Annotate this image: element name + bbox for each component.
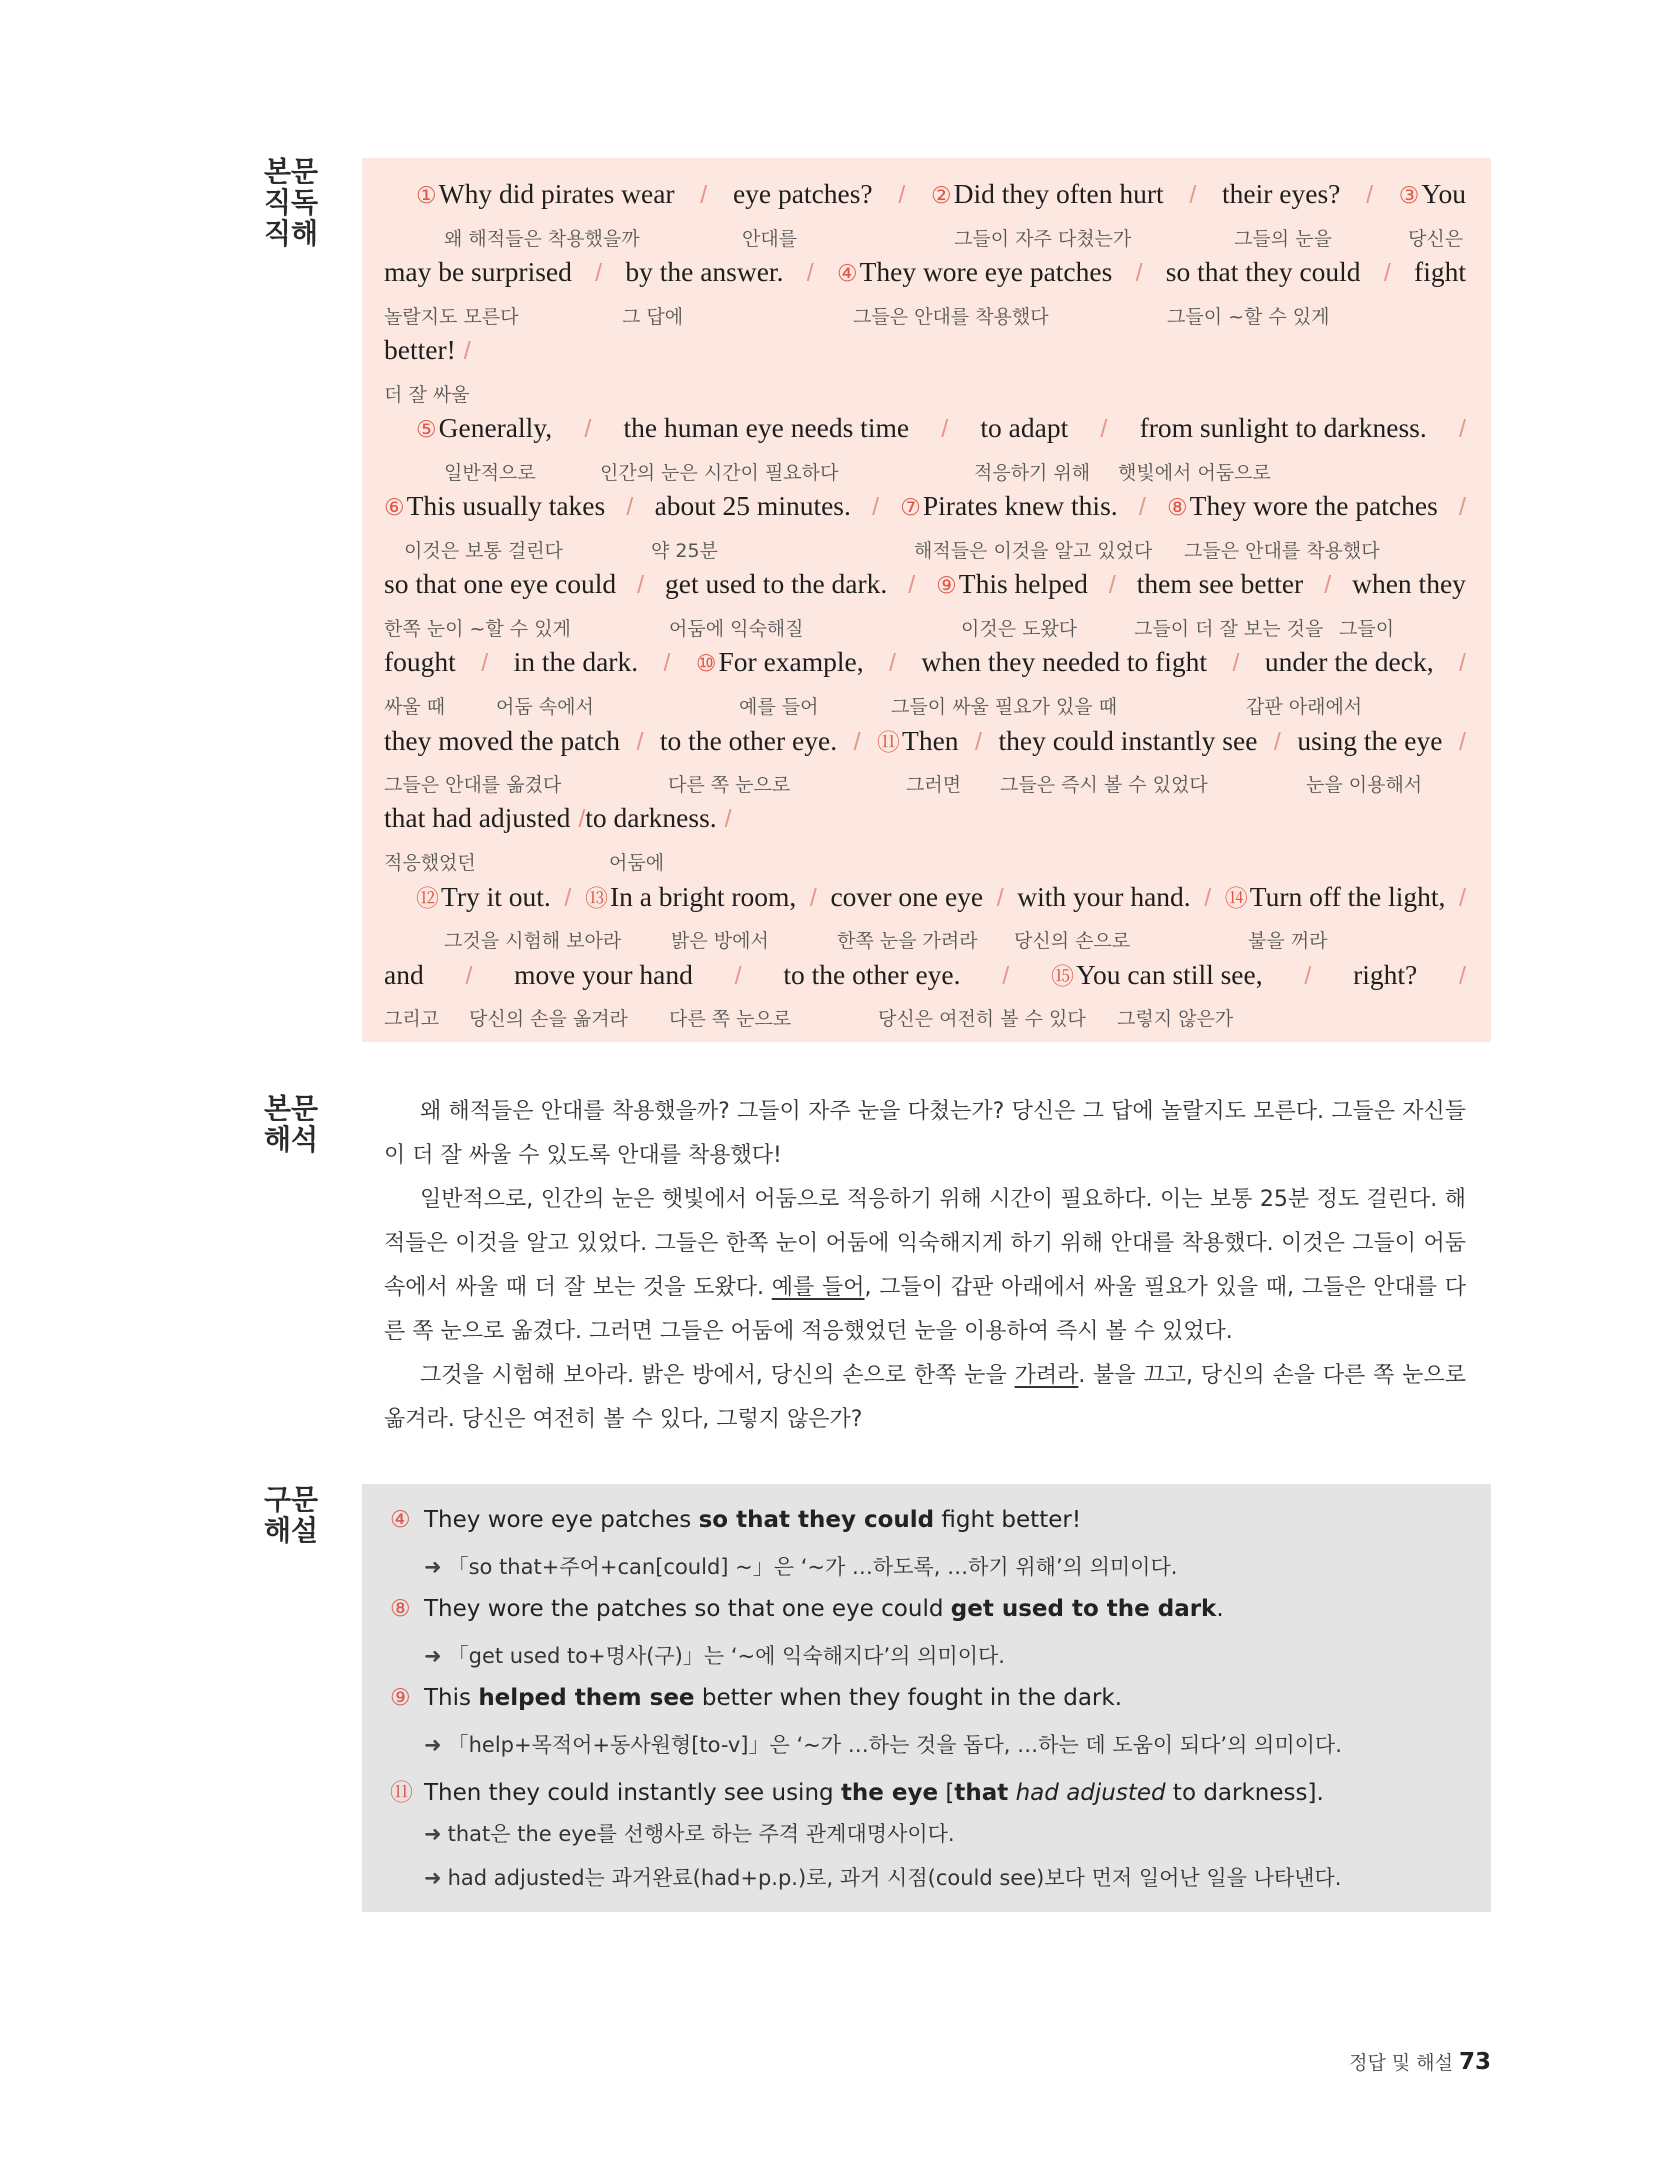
- sentence-number: ⑬: [584, 886, 608, 912]
- english-chunk: so that one eye could: [384, 568, 617, 599]
- english-row: [384, 646, 1466, 686]
- english-chunk: to the other eye.: [783, 959, 961, 990]
- english-chunk: so that they could: [1165, 256, 1361, 287]
- english-chunk: ④They wore eye patches: [836, 256, 1113, 287]
- grammar-note-11a: [424, 1818, 955, 1848]
- chunk-divider: /: [1232, 649, 1240, 677]
- grammar-text: They wore eye patches: [424, 1507, 699, 1533]
- sentence-number: ⑧: [1167, 495, 1188, 521]
- english-row: [416, 412, 1466, 452]
- korean-gloss: 안대를: [742, 228, 798, 250]
- english-chunk: to the other eye.: [659, 725, 838, 756]
- grammar-italic: had adjusted: [1008, 1780, 1166, 1806]
- korean-gloss: 눈을 이용해서: [1306, 774, 1423, 796]
- chunk-divider: /: [463, 337, 471, 365]
- grammar-item-8: [390, 1596, 1224, 1622]
- korean-gloss: 밝은 방에서: [671, 930, 769, 952]
- english-chunk: cover one eye: [830, 881, 984, 912]
- korean-gloss: 그것을 시험해 보아라: [444, 930, 622, 952]
- grammar-text: fight better!: [934, 1507, 1082, 1533]
- chunk-divider: /: [724, 805, 732, 833]
- grammar-text: They wore the patches so that one eye could: [424, 1596, 951, 1622]
- section-label-line: 본문: [264, 155, 319, 188]
- sentence-number: ⑨: [390, 1685, 411, 1711]
- grammar-note-text: 「help+목적어+동사원형[to-v]」은 ‘~가 …하는 것을 돕다, …하는 데 도움이 되다’의 의미이다.: [447, 1733, 1342, 1757]
- english-chunk: to adapt: [980, 412, 1069, 443]
- english-chunk: in the dark.: [513, 646, 639, 677]
- grammar-text: This: [424, 1685, 479, 1711]
- grammar-bold: helped them see: [478, 1685, 695, 1711]
- chunk-divider: /: [1383, 259, 1391, 287]
- sentence-number: ⑪: [390, 1780, 413, 1806]
- korean-gloss: 다른 쪽 눈으로: [668, 774, 791, 796]
- chunk-divider: /: [908, 571, 916, 599]
- grammar-note-9: [424, 1729, 1342, 1759]
- grammar-note-text: that은 the eye를 선행사로 하는 주격 관계대명사이다.: [447, 1822, 955, 1846]
- korean-gloss: 인간의 눈은 시간이 필요하다: [600, 462, 839, 484]
- chunk-divider: /: [1324, 571, 1332, 599]
- chunk-divider: /: [975, 728, 982, 756]
- chunk-divider: /: [734, 962, 742, 990]
- grammar-note-4: [424, 1551, 1177, 1581]
- grammar-note-8: [424, 1640, 1005, 1670]
- english-chunk: and: [384, 959, 424, 990]
- reading-line: [384, 958, 1466, 1034]
- english-chunk: when they: [1352, 568, 1466, 599]
- korean-gloss: 당신은 여전히 볼 수 있다: [878, 1008, 1086, 1030]
- grammar-note-text: had adjusted는 과거완료(had+p.p.)로, 과거 시점(could see)보다 먼저 일어난 일을 나타낸다.: [447, 1866, 1342, 1890]
- chunk-divider: /: [1002, 962, 1010, 990]
- page-footer: [1349, 2048, 1491, 2075]
- translation-text: , 그들이 갑판 아래에서 싸울 필요가 있을 때, 그들은 안대를 다른 쪽 눈으로 옮겼다. 그러면 그들은 어둠에 적응했었던 눈을 이용하여 즉시 볼 수 있었다.: [384, 1275, 1466, 1344]
- english-chunk: may be surprised: [384, 256, 572, 287]
- section-label-line: 직해: [264, 217, 319, 250]
- english-chunk: by the answer.: [625, 256, 784, 287]
- grammar-bold: that: [954, 1780, 1009, 1806]
- english-chunk: eye patches?: [732, 178, 873, 209]
- english-row: [416, 178, 1466, 218]
- sentence-number: ⑨: [936, 573, 957, 599]
- english-chunk: ⑤Generally,: [416, 412, 553, 443]
- korean-gloss: 다른 쪽 눈으로: [669, 1008, 792, 1030]
- chunk-divider: /: [1273, 728, 1281, 756]
- sentence-number: ②: [931, 183, 952, 209]
- sentence-number: ⑦: [900, 495, 921, 521]
- chunk-divider: /: [1458, 962, 1466, 990]
- translation-paragraph-2: [384, 1178, 1466, 1354]
- chunk-divider: /: [663, 649, 671, 677]
- sentence-number: ⑫: [416, 886, 439, 912]
- korean-gloss: 이것은 보통 걸린다: [404, 540, 563, 562]
- chunk-divider: /: [853, 728, 861, 756]
- sentence-number: ⑪: [877, 730, 901, 756]
- section-label-line: 직독: [264, 186, 319, 219]
- english-chunk: ⑪Then: [877, 725, 959, 756]
- english-chunk: when they needed to fight: [921, 646, 1208, 677]
- sentence-number: ⑤: [416, 417, 437, 443]
- english-chunk: from sunlight to darkness.: [1139, 412, 1427, 443]
- sentence-number: ⑩: [695, 651, 717, 677]
- english-chunk: ⑨This helped: [936, 568, 1088, 599]
- english-chunk: about 25 minutes.: [654, 490, 851, 521]
- underlined-phrase: 예를 들어: [771, 1275, 865, 1300]
- korean-gloss: 적응했었던: [384, 852, 476, 874]
- chunk-divider: /: [1459, 493, 1466, 521]
- translation-text: 그것을 시험해 보아라. 밝은 방에서, 당신의 손으로 한쪽 눈을: [420, 1363, 1015, 1388]
- korean-gloss: 그들이 ~할 수 있게: [1167, 306, 1330, 328]
- english-chunk: ⑮You can still see,: [1050, 959, 1263, 990]
- chunk-divider: /: [578, 805, 586, 833]
- english-chunk: they moved the patch: [384, 725, 620, 756]
- reading-line: [384, 568, 1466, 644]
- english-chunk: ⑧They wore the patches: [1167, 490, 1438, 521]
- english-chunk: the human eye needs time: [623, 412, 910, 443]
- korean-gloss: 그리고: [384, 1008, 440, 1030]
- section-label-line: 해석: [264, 1123, 319, 1156]
- english-chunk: to darkness.: [585, 802, 717, 833]
- arrow-icon: ➜: [424, 1644, 442, 1668]
- sentence-number: ⑭: [1224, 886, 1248, 912]
- reading-line: [384, 880, 1466, 956]
- translation-paragraph-3: [384, 1354, 1466, 1442]
- korean-gloss: 왜 해적들은 착용했을까: [444, 228, 640, 250]
- sentence-number: ①: [416, 183, 437, 209]
- grammar-item-4: [390, 1507, 1081, 1533]
- grammar-item-11: [390, 1774, 1324, 1807]
- reading-line: [384, 724, 1466, 800]
- english-row: [384, 958, 1466, 998]
- korean-gloss: 약 25분: [651, 540, 718, 562]
- reading-line: [384, 802, 1466, 878]
- chunk-divider: /: [806, 259, 814, 287]
- grammar-note-11b: [424, 1862, 1341, 1892]
- korean-gloss: 그러면: [906, 774, 962, 796]
- korean-gloss: 한쪽 눈을 가려라: [837, 930, 978, 952]
- sentence-number: ⑮: [1050, 964, 1074, 990]
- grammar-bold: the eye: [840, 1780, 939, 1806]
- korean-gloss: 그들은 안대를 착용했다: [1184, 540, 1380, 562]
- english-row: [384, 334, 1466, 374]
- section-label-line: 구문: [264, 1483, 319, 1516]
- english-chunk: that had adjusted: [384, 802, 571, 833]
- chunk-divider: /: [1135, 259, 1143, 287]
- english-row: [384, 568, 1466, 608]
- chunk-divider: /: [481, 649, 489, 677]
- chunk-divider: /: [1304, 962, 1312, 990]
- sentence-number: ④: [390, 1507, 411, 1533]
- section-label-translation: [264, 1093, 334, 1155]
- english-chunk: get used to the dark.: [665, 568, 888, 599]
- section-label-grammar: [264, 1484, 334, 1546]
- reading-line: [384, 490, 1466, 566]
- chunk-divider: /: [637, 571, 645, 599]
- english-chunk: fight: [1414, 256, 1466, 287]
- korean-gloss: 햇빛에서 어둠으로: [1118, 462, 1271, 484]
- footer-label: 정답 및 해설: [1349, 2052, 1453, 2074]
- english-chunk: their eyes?: [1222, 178, 1341, 209]
- korean-gloss: 이것은 도왔다: [961, 618, 1078, 640]
- english-chunk: better!: [384, 334, 456, 365]
- korean-gloss: 어둠에: [609, 852, 665, 874]
- chunk-divider: /: [1138, 493, 1146, 521]
- chunk-divider: /: [465, 962, 473, 990]
- english-chunk: ⑥This usually takes: [384, 490, 606, 521]
- chunk-divider: /: [1459, 649, 1466, 677]
- sentence-number: ⑧: [390, 1596, 411, 1622]
- korean-gloss: 그들이: [1339, 618, 1395, 640]
- translation-text: . 불을 끄고, 당신의 손을 다른 쪽 눈으로 옮겨라. 당신은 여전히 볼 수 있다, 그렇지 않은가?: [384, 1363, 1466, 1432]
- english-row: [384, 490, 1466, 530]
- english-chunk: ⑩For example,: [695, 646, 864, 677]
- english-chunk: ⑬In a bright room,: [584, 881, 797, 912]
- korean-gloss: 일반적으로: [444, 462, 536, 484]
- arrow-icon: ➜: [424, 1733, 442, 1757]
- reading-line: [384, 334, 1466, 410]
- english-row: [384, 256, 1466, 296]
- english-row: [384, 724, 1466, 764]
- grammar-bold: get used to the dark: [950, 1596, 1217, 1622]
- english-row: [416, 880, 1466, 920]
- korean-gloss: 해적들은 이것을 알고 있었다: [914, 540, 1153, 562]
- korean-gloss: 그들은 즉시 볼 수 있었다: [1000, 774, 1208, 796]
- sentence-number: ⑥: [384, 495, 405, 521]
- grammar-text: to darkness].: [1165, 1780, 1324, 1806]
- chunk-divider: /: [626, 493, 634, 521]
- reading-line: [384, 412, 1466, 488]
- grammar-text: .: [1216, 1596, 1224, 1622]
- chunk-divider: /: [809, 884, 817, 912]
- reading-line: [384, 256, 1466, 332]
- grammar-note-text: 「so that+주어+can[could] ~」은 ‘~가 …하도록, …하기 위해’의 의미이다.: [447, 1555, 1178, 1579]
- korean-gloss: 그들이 자주 다쳤는가: [954, 228, 1132, 250]
- arrow-icon: ➜: [424, 1866, 442, 1890]
- english-chunk: them see better: [1136, 568, 1304, 599]
- translation-paragraph-1: 왜 해적들은 안대를 착용했을까? 그들이 자주 눈을 다쳤는가? 당신은 그 답에 놀랄지도 모른다. 그들은 자신들이 더 잘 싸울 수 있도록 안대를 착용했다!: [384, 1099, 1466, 1168]
- chunk-divider: /: [898, 181, 906, 209]
- korean-gloss: 그들은 안대를 옮겼다: [384, 774, 562, 796]
- reading-line: [384, 646, 1466, 722]
- chunk-divider: /: [1100, 415, 1108, 443]
- chunk-divider: /: [564, 884, 572, 912]
- korean-gloss: 예를 들어: [739, 696, 819, 718]
- korean-gloss: 당신의 손을 옮겨라: [469, 1008, 628, 1030]
- korean-gloss: 그렇지 않은가: [1117, 1008, 1234, 1030]
- korean-gloss: 당신의 손으로: [1014, 930, 1131, 952]
- grammar-text: [: [938, 1780, 955, 1806]
- section-label-reading: [264, 156, 334, 249]
- underlined-phrase: 가려라: [1014, 1363, 1079, 1388]
- grammar-note-text: 「get used to+명사(구)」는 ‘~에 익숙해지다’의 의미이다.: [447, 1644, 1005, 1668]
- chunk-divider: /: [700, 181, 708, 209]
- korean-gloss: 적응하기 위해: [974, 462, 1091, 484]
- chunk-divider: /: [941, 415, 949, 443]
- arrow-icon: ➜: [424, 1555, 442, 1579]
- chunk-divider: /: [584, 415, 592, 443]
- section-label-line: 해설: [264, 1514, 319, 1547]
- translation-text: 일반적으로, 인간의 눈은 햇빛에서 어둠으로 적응하기 위해 시간이 필요하다. 이는 보통 25분 정도 걸린다. 해적들은 이것을 알고 있었다. 그들은 한쪽 눈이 어둠에 익숙해지게 하기 위해 안대를 착용했다. 이것은 그들이 어둠 속에서 싸울 때 더 잘 보는 것을 도왔다.: [384, 1187, 1466, 1300]
- korean-gloss: 불을 꺼라: [1248, 930, 1328, 952]
- chunk-divider: /: [636, 728, 644, 756]
- korean-gloss: 한쪽 눈이 ~할 수 있게: [384, 618, 571, 640]
- korean-gloss: 그들의 눈을: [1234, 228, 1332, 250]
- chunk-divider: /: [1458, 884, 1466, 912]
- english-chunk: right?: [1353, 959, 1418, 990]
- korean-gloss: 놀랄지도 모른다: [384, 306, 519, 328]
- sentence-number: ④: [836, 261, 858, 287]
- chunk-divider: /: [1366, 181, 1374, 209]
- grammar-bold: so that they could: [698, 1507, 935, 1533]
- chunk-divider: /: [1204, 884, 1212, 912]
- grammar-text: better when they fought in the dark.: [694, 1685, 1123, 1711]
- translation-section: [384, 1090, 1466, 1442]
- english-chunk: with your hand.: [1017, 881, 1191, 912]
- korean-gloss: 싸울 때: [384, 696, 446, 718]
- arrow-icon: ➜: [424, 1822, 442, 1846]
- reading-line: [384, 178, 1466, 254]
- chunk-divider: /: [889, 649, 896, 677]
- grammar-text: Then they could instantly see using: [424, 1780, 841, 1806]
- english-chunk: ①Why did pirates wear: [416, 178, 675, 209]
- english-chunk: ⑫Try it out.: [416, 881, 551, 912]
- english-chunk: they could instantly see: [998, 725, 1258, 756]
- korean-gloss: 어둠 속에서: [496, 696, 594, 718]
- english-chunk: using the eye: [1297, 725, 1443, 756]
- english-chunk: ③You: [1398, 178, 1466, 209]
- chunk-divider: /: [1108, 571, 1116, 599]
- section-label-line: 본문: [264, 1092, 319, 1125]
- korean-gloss: 더 잘 싸울: [384, 384, 470, 406]
- korean-gloss: 그들이 더 잘 보는 것을: [1134, 618, 1324, 640]
- page-number: 73: [1458, 2049, 1491, 2075]
- chunk-divider: /: [595, 259, 603, 287]
- korean-gloss: 그들이 싸울 필요가 있을 때: [891, 696, 1118, 718]
- english-chunk: ⑭Turn off the light,: [1224, 881, 1446, 912]
- korean-gloss: 어둠에 익숙해질: [669, 618, 804, 640]
- sentence-number: ③: [1398, 183, 1420, 209]
- english-row: [384, 802, 1466, 842]
- english-chunk: ②Did they often hurt: [931, 178, 1164, 209]
- korean-gloss: 그들은 안대를 착용했다: [853, 306, 1049, 328]
- korean-gloss: 그 답에: [622, 306, 684, 328]
- english-chunk: under the deck,: [1264, 646, 1434, 677]
- korean-gloss: 당신은: [1408, 228, 1464, 250]
- chunk-divider: /: [1189, 181, 1197, 209]
- chunk-divider: /: [1458, 415, 1466, 443]
- chunk-divider: /: [996, 884, 1004, 912]
- korean-gloss: 갑판 아래에서: [1246, 696, 1363, 718]
- english-chunk: fought: [384, 646, 456, 677]
- english-chunk: move your hand: [514, 959, 693, 990]
- english-chunk: ⑦Pirates knew this.: [900, 490, 1118, 521]
- chunk-divider: /: [872, 493, 880, 521]
- chunk-divider: /: [1458, 728, 1466, 756]
- grammar-item-9: [390, 1685, 1122, 1711]
